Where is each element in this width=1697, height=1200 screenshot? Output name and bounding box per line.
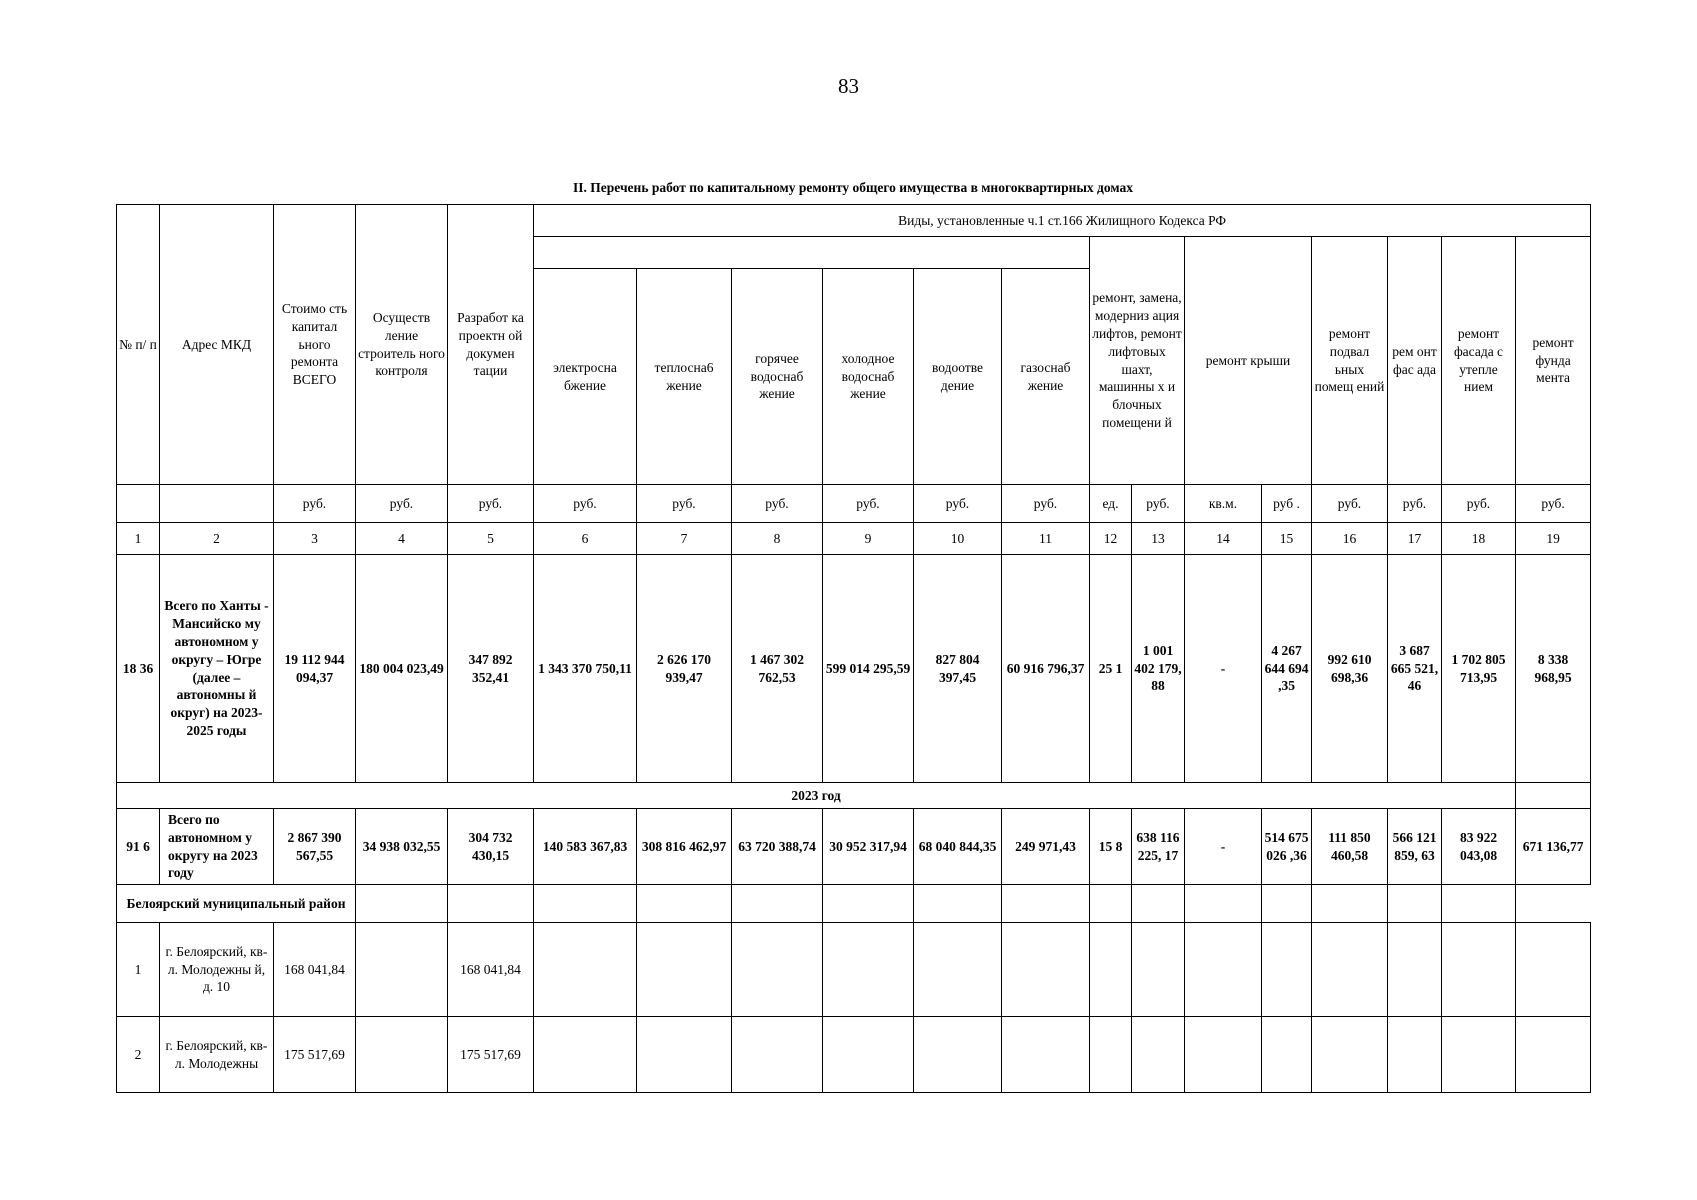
unit-cell: руб. (823, 485, 914, 523)
empty-cell (1312, 923, 1388, 1017)
hot-water-cell: 63 720 388,74 (732, 809, 823, 885)
sewerage-cell: 68 040 844,35 (914, 809, 1002, 885)
roof-cost-cell: 514 675 026 ,36 (1262, 809, 1312, 885)
empty-cell (1262, 885, 1312, 923)
empty-cell (1185, 885, 1262, 923)
roof-cost-cell: 4 267 644 694 ,35 (1262, 555, 1312, 783)
header-design-docs: Разработ ка проектн ой докумен тации (448, 205, 534, 485)
total-cost-cell: 2 867 390 567,55 (274, 809, 356, 885)
unit-cell: руб. (1002, 485, 1090, 523)
empty-cell (1312, 885, 1388, 923)
header-cold-water: холодное водоснаб жение (823, 269, 914, 485)
roof-area-cell: - (1185, 555, 1262, 783)
unit-cell: руб. (1132, 485, 1185, 523)
electricity-cell: 1 343 370 750,11 (534, 555, 637, 783)
total-cost-cell: 19 112 944 094,37 (274, 555, 356, 783)
lift-cost-cell: 1 001 402 179, 88 (1132, 555, 1185, 783)
lift-units-cell: 15 8 (1090, 809, 1132, 885)
units-row (117, 485, 1591, 523)
empty-cell (732, 1017, 823, 1093)
column-number-row (117, 523, 1591, 555)
district-label: Белоярский муниципальный район (117, 885, 356, 923)
empty-cell (1262, 923, 1312, 1017)
empty-cell (1090, 885, 1132, 923)
header-types-group: Виды, установленные ч.1 ст.166 Жилищного Кодекса РФ (534, 205, 1591, 237)
facade-cell: 3 687 665 521, 46 (1388, 555, 1442, 783)
empty-cell (534, 885, 637, 923)
gas-cell: 249 971,43 (1002, 809, 1090, 885)
total-cost-cell: 175 517,69 (274, 1017, 356, 1093)
foundation-cell: 8 338 968,95 (1516, 555, 1591, 783)
col-number: 17 (1388, 523, 1442, 555)
empty-cell (1185, 1017, 1262, 1093)
col-number: 16 (1312, 523, 1388, 555)
basement-cell: 111 850 460,58 (1312, 809, 1388, 885)
capital-repair-table (116, 204, 1591, 1093)
header-construction-control: Осуществ ление строитель ного контроля (356, 205, 448, 485)
empty-cell (1002, 885, 1090, 923)
cold-water-cell: 30 952 317,94 (823, 809, 914, 885)
year-row (117, 783, 1591, 809)
empty-cell (637, 923, 732, 1017)
row-number: 2 (117, 1017, 160, 1093)
empty-cell (732, 885, 823, 923)
empty-cell (1388, 923, 1442, 1017)
electricity-cell: 140 583 367,83 (534, 809, 637, 885)
empty-cell (1002, 1017, 1090, 1093)
empty-cell (356, 923, 448, 1017)
table-row-grand-total (117, 555, 1591, 783)
col-number: 11 (1002, 523, 1090, 555)
empty-cell (1132, 885, 1185, 923)
empty-cell (732, 923, 823, 1017)
year-blank (1516, 783, 1591, 809)
col-number: 19 (1516, 523, 1591, 555)
empty-cell (534, 923, 637, 1017)
empty-cell (1132, 923, 1185, 1017)
empty-cell (637, 885, 732, 923)
header-roof: ремонт крыши (1185, 237, 1312, 485)
col-number: 8 (732, 523, 823, 555)
unit-cell: кв.м. (1185, 485, 1262, 523)
col-number: 15 (1262, 523, 1312, 555)
table-row (117, 923, 1591, 1017)
empty-cell (1090, 923, 1132, 1017)
empty-cell (448, 885, 534, 923)
col-number: 9 (823, 523, 914, 555)
gas-cell: 60 916 796,37 (1002, 555, 1090, 783)
facade-insulation-cell: 83 922 043,08 (1442, 809, 1516, 885)
row-number: 1 (117, 923, 160, 1017)
design-docs-cell: 168 041,84 (448, 923, 534, 1017)
empty-cell (1090, 1017, 1132, 1093)
header-basement: ремонт подвал ьных помещ ений (1312, 237, 1388, 485)
empty-cell (914, 885, 1002, 923)
empty-cell (1132, 1017, 1185, 1093)
row-number: 18 36 (117, 555, 160, 783)
unit-cell: ед. (1090, 485, 1132, 523)
hot-water-cell: 1 467 302 762,53 (732, 555, 823, 783)
unit-cell: руб . (1262, 485, 1312, 523)
header-gas: газоснаб жение (1002, 269, 1090, 485)
year-label: 2023 год (117, 783, 1516, 809)
empty-cell (1185, 923, 1262, 1017)
unit-cell: руб. (1516, 485, 1591, 523)
table-row-2023-total (117, 809, 1591, 885)
cold-water-cell: 599 014 295,59 (823, 555, 914, 783)
empty-cell (1442, 885, 1516, 923)
row-address: г. Белоярский, кв-л. Молодежны (160, 1017, 274, 1093)
unit-cell: руб. (1442, 485, 1516, 523)
empty-cell (914, 1017, 1002, 1093)
lift-cost-cell: 638 116 225, 17 (1132, 809, 1185, 885)
empty-cell (1388, 1017, 1442, 1093)
heating-cell: 308 816 462,97 (637, 809, 732, 885)
header-electricity: электросна бжение (534, 269, 637, 485)
unit-cell: руб. (534, 485, 637, 523)
col-number: 14 (1185, 523, 1262, 555)
unit-cell: руб. (732, 485, 823, 523)
lift-units-cell: 25 1 (1090, 555, 1132, 783)
header-sewerage: водоотве дение (914, 269, 1002, 485)
unit-blank-1 (117, 485, 160, 523)
facade-cell: 566 121 859, 63 (1388, 809, 1442, 885)
design-docs-cell: 175 517,69 (448, 1017, 534, 1093)
empty-cell (534, 1017, 637, 1093)
empty-cell (1262, 1017, 1312, 1093)
header-hot-water: горячее водоснаб жение (732, 269, 823, 485)
sewerage-cell: 827 804 397,45 (914, 555, 1002, 783)
unit-cell: руб. (914, 485, 1002, 523)
unit-cell: руб. (448, 485, 534, 523)
unit-cell: руб. (356, 485, 448, 523)
heating-cell: 2 626 170 939,47 (637, 555, 732, 783)
design-docs-cell: 304 732 430,15 (448, 809, 534, 885)
row-address: г. Белоярский, кв-л. Молодежны й, д. 10 (160, 923, 274, 1017)
district-row (117, 885, 1591, 923)
col-number: 6 (534, 523, 637, 555)
col-number: 10 (914, 523, 1002, 555)
row-address: Всего по автономном у округу на 2023 году (160, 809, 274, 885)
empty-cell (1312, 1017, 1388, 1093)
empty-cell (1442, 923, 1516, 1017)
empty-cell (637, 1017, 732, 1093)
empty-cell (356, 885, 448, 923)
page-number: 83 (838, 74, 859, 98)
design-docs-cell: 347 892 352,41 (448, 555, 534, 783)
unit-cell: руб. (1312, 485, 1388, 523)
facade-insulation-cell: 1 702 805 713,95 (1442, 555, 1516, 783)
total-cost-cell: 168 041,84 (274, 923, 356, 1017)
header-lift: ремонт, замена, модерниз ация лифтов, ремонт лифтовых шахт, машинны х и блочных помещени й (1090, 237, 1185, 485)
header-foundation: ремонт фунда мента (1516, 237, 1591, 485)
header-heating: теплосна6 жение (637, 269, 732, 485)
empty-cell (1388, 885, 1442, 923)
col-number: 13 (1132, 523, 1185, 555)
empty-cell (1516, 1017, 1591, 1093)
unit-cell: руб. (274, 485, 356, 523)
table-title: II. Перечень работ по капитальному ремонту общего имущества в многоквартирных домах (573, 180, 1133, 195)
unit-cell: руб. (1388, 485, 1442, 523)
row-address: Всего по Ханты - Мансийско му автономном у округу – Югре (далее – автономны й округ) на 2023-2025 годы (160, 555, 274, 783)
col-number: 7 (637, 523, 732, 555)
empty-cell (823, 885, 914, 923)
empty-cell (1002, 923, 1090, 1017)
unit-blank-2 (160, 485, 274, 523)
construction-control-cell: 34 938 032,55 (356, 809, 448, 885)
col-number: 5 (448, 523, 534, 555)
col-number: 2 (160, 523, 274, 555)
row-number: 91 6 (117, 809, 160, 885)
header-facade-insulation: ремонт фасада с утепле нием (1442, 237, 1516, 485)
col-number: 4 (356, 523, 448, 555)
construction-control-cell: 180 004 023,49 (356, 555, 448, 783)
table-row (117, 1017, 1591, 1093)
roof-area-cell: - (1185, 809, 1262, 885)
foundation-cell: 671 136,77 (1516, 809, 1591, 885)
col-number: 1 (117, 523, 160, 555)
header-total-cost: Стоимо сть капитал ьного ремонта ВСЕГО (274, 205, 356, 485)
empty-cell (1442, 1017, 1516, 1093)
header-facade: рем онт фас ада (1388, 237, 1442, 485)
empty-cell (823, 1017, 914, 1093)
empty-cell (356, 1017, 448, 1093)
col-number: 3 (274, 523, 356, 555)
empty-cell (823, 923, 914, 1017)
col-number: 18 (1442, 523, 1516, 555)
header-number: № п/ п (117, 205, 160, 485)
unit-cell: руб. (637, 485, 732, 523)
header-address: Адрес МКД (160, 205, 274, 485)
basement-cell: 992 610 698,36 (1312, 555, 1388, 783)
empty-cell (914, 923, 1002, 1017)
empty-cell (1516, 923, 1591, 1017)
col-number: 12 (1090, 523, 1132, 555)
header-utilities-blank (534, 237, 1090, 269)
